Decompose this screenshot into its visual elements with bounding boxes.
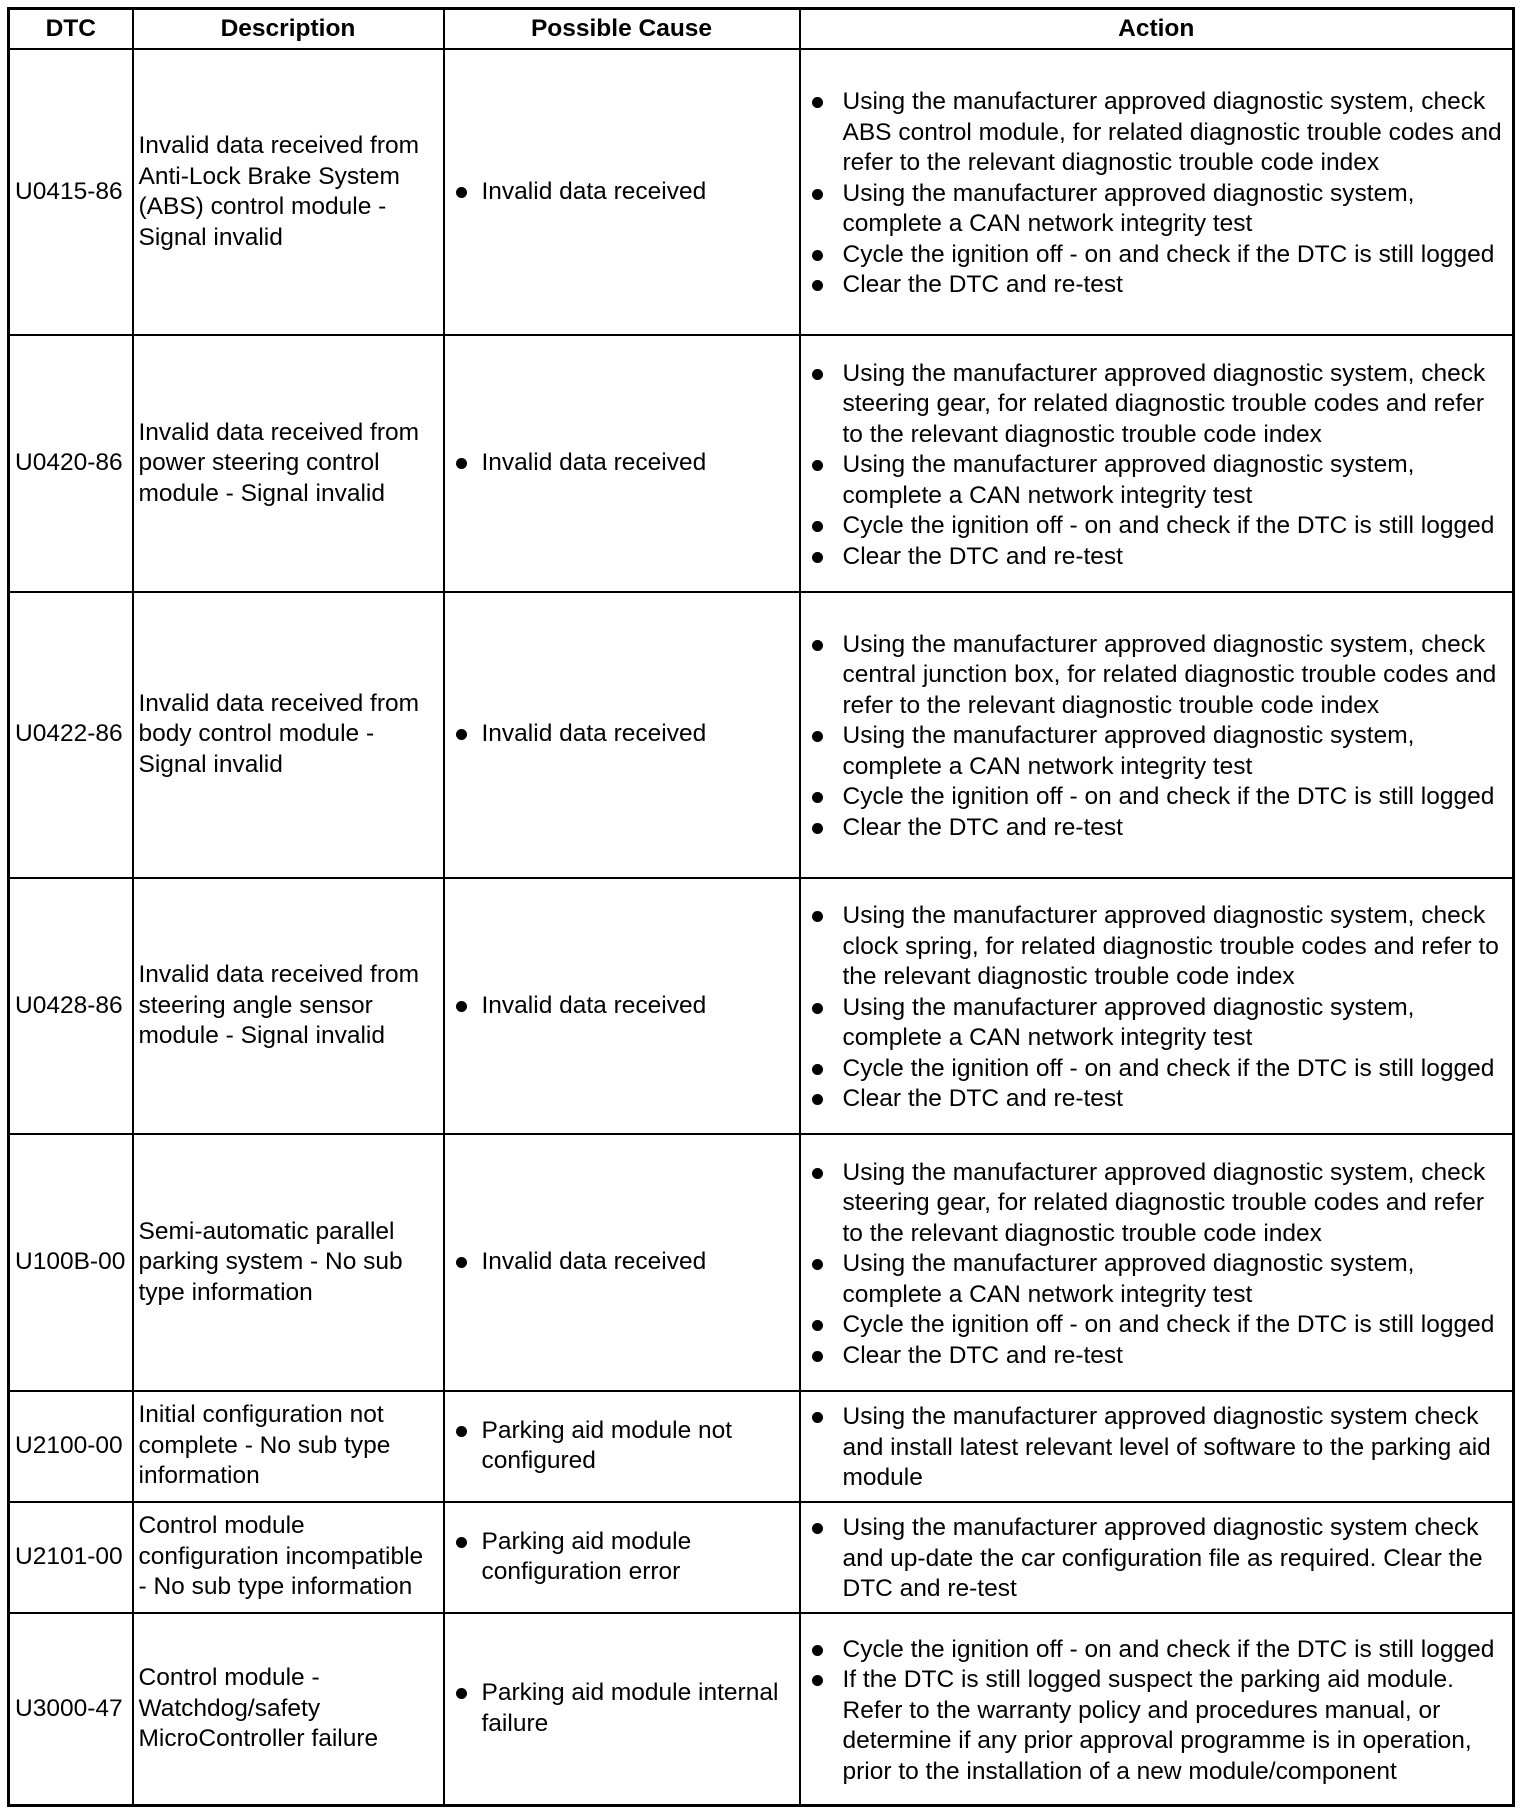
header-dtc: DTC: [9, 9, 133, 50]
possible-cause-cell: [444, 1391, 800, 1502]
action-item: Using the manufacturer approved diagnostic system, complete a CAN network integrity test: [806, 179, 1508, 240]
dtc-description: Control module - Watchdog/safety MicroController failure: [133, 1613, 444, 1806]
action-cell: [800, 1502, 1514, 1613]
table-row: [9, 878, 1514, 1134]
dtc-description: Invalid data received from body control module - Signal invalid: [133, 592, 444, 878]
possible-cause-list: [450, 1247, 794, 1278]
table-row: [9, 1613, 1514, 1806]
action-cell: [800, 878, 1514, 1134]
dtc-code: U2100-00: [9, 1391, 133, 1502]
possible-cause-cell: [444, 592, 800, 878]
action-list: [806, 897, 1508, 1115]
table-body: [9, 49, 1514, 1806]
possible-cause-item: Invalid data received: [450, 991, 794, 1022]
table-row: [9, 1134, 1514, 1390]
action-list: [806, 1631, 1508, 1788]
dtc-description: Initial configuration not complete - No sub type information: [133, 1391, 444, 1502]
dtc-code: U2101-00: [9, 1502, 133, 1613]
possible-cause-list: [450, 1416, 794, 1477]
possible-cause-cell: [444, 1613, 800, 1806]
possible-cause-item: Invalid data received: [450, 719, 794, 750]
action-item: Using the manufacturer approved diagnostic system check and up-date the car configuration file as required. Clear the DTC and re-test: [806, 1513, 1508, 1605]
possible-cause-list: [450, 991, 794, 1022]
action-item: Using the manufacturer approved diagnostic system check and install latest relevant level of software to the parking aid module: [806, 1402, 1508, 1494]
action-item: Cycle the ignition off - on and check if the DTC is still logged: [806, 782, 1508, 813]
possible-cause-list: [450, 177, 794, 208]
action-list: [806, 355, 1508, 573]
table-header: [9, 9, 1514, 50]
possible-cause-cell: [444, 878, 800, 1134]
table-row: [9, 49, 1514, 335]
possible-cause-item: Parking aid module not configured: [450, 1416, 794, 1477]
action-cell: [800, 1613, 1514, 1806]
action-item: Cycle the ignition off - on and check if the DTC is still logged: [806, 1310, 1508, 1341]
possible-cause-cell: [444, 1502, 800, 1613]
action-list: [806, 1398, 1508, 1494]
action-list: [806, 626, 1508, 844]
action-item: If the DTC is still logged suspect the parking aid module. Refer to the warranty policy and procedures manual, or determine if any prior approval programme is in operation, prior to the installation of a new module/component: [806, 1665, 1508, 1787]
possible-cause-item: Invalid data received: [450, 448, 794, 479]
dtc-description: Invalid data received from Anti-Lock Brake System (ABS) control module - Signal invalid: [133, 49, 444, 335]
possible-cause-list: [450, 719, 794, 750]
dtc-description: Semi-automatic parallel parking system - No sub type information: [133, 1134, 444, 1390]
action-item: Using the manufacturer approved diagnostic system, check steering gear, for related diagnostic trouble codes and refer to the relevant diagnostic trouble code index: [806, 359, 1508, 451]
header-possible-cause: Possible Cause: [444, 9, 800, 50]
header-row: [9, 9, 1514, 50]
dtc-code: U0428-86: [9, 878, 133, 1134]
action-cell: [800, 1134, 1514, 1390]
header-description: Description: [133, 9, 444, 50]
action-item: Cycle the ignition off - on and check if the DTC is still logged: [806, 1054, 1508, 1085]
possible-cause-cell: [444, 49, 800, 335]
dtc-code: U3000-47: [9, 1613, 133, 1806]
action-cell: [800, 592, 1514, 878]
possible-cause-cell: [444, 335, 800, 591]
dtc-description: Invalid data received from steering angle sensor module - Signal invalid: [133, 878, 444, 1134]
table-row: [9, 592, 1514, 878]
action-list: [806, 1509, 1508, 1605]
action-cell: [800, 335, 1514, 591]
dtc-code: U0415-86: [9, 49, 133, 335]
table-row: [9, 1502, 1514, 1613]
dtc-code: U0420-86: [9, 335, 133, 591]
possible-cause-list: [450, 1527, 794, 1588]
action-cell: [800, 1391, 1514, 1502]
dtc-description: Invalid data received from power steering control module - Signal invalid: [133, 335, 444, 591]
action-item: Using the manufacturer approved diagnostic system, complete a CAN network integrity test: [806, 450, 1508, 511]
table-row: [9, 335, 1514, 591]
possible-cause-item: Invalid data received: [450, 177, 794, 208]
action-item: Clear the DTC and re-test: [806, 813, 1508, 844]
action-item: Using the manufacturer approved diagnostic system, check central junction box, for related diagnostic trouble codes and refer to the relevant diagnostic trouble code index: [806, 630, 1508, 722]
dtc-description: Control module configuration incompatible - No sub type information: [133, 1502, 444, 1613]
header-action: Action: [800, 9, 1514, 50]
action-item: Cycle the ignition off - on and check if the DTC is still logged: [806, 240, 1508, 271]
action-cell: [800, 49, 1514, 335]
possible-cause-item: Parking aid module configuration error: [450, 1527, 794, 1588]
dtc-code: U100B-00: [9, 1134, 133, 1390]
possible-cause-list: [450, 448, 794, 479]
action-item: Using the manufacturer approved diagnostic system, complete a CAN network integrity test: [806, 1249, 1508, 1310]
action-list: [806, 83, 1508, 301]
possible-cause-item: Invalid data received: [450, 1247, 794, 1278]
action-item: Clear the DTC and re-test: [806, 542, 1508, 573]
possible-cause-cell: [444, 1134, 800, 1390]
action-item: Clear the DTC and re-test: [806, 270, 1508, 301]
action-item: Cycle the ignition off - on and check if the DTC is still logged: [806, 511, 1508, 542]
possible-cause-list: [450, 1678, 794, 1739]
dtc-table: [7, 7, 1515, 1807]
table-row: [9, 1391, 1514, 1502]
action-item: Using the manufacturer approved diagnostic system, check ABS control module, for related diagnostic trouble codes and refer to the relevant diagnostic trouble code index: [806, 87, 1508, 179]
action-item: Cycle the ignition off - on and check if the DTC is still logged: [806, 1635, 1508, 1666]
action-list: [806, 1154, 1508, 1372]
action-item: Using the manufacturer approved diagnostic system, complete a CAN network integrity test: [806, 721, 1508, 782]
action-item: Clear the DTC and re-test: [806, 1084, 1508, 1115]
action-item: Using the manufacturer approved diagnostic system, complete a CAN network integrity test: [806, 993, 1508, 1054]
dtc-code: U0422-86: [9, 592, 133, 878]
action-item: Clear the DTC and re-test: [806, 1341, 1508, 1372]
action-item: Using the manufacturer approved diagnostic system, check steering gear, for related diagnostic trouble codes and refer to the relevant diagnostic trouble code index: [806, 1158, 1508, 1250]
action-item: Using the manufacturer approved diagnostic system, check clock spring, for related diagnostic trouble codes and refer to the relevant diagnostic trouble code index: [806, 901, 1508, 993]
possible-cause-item: Parking aid module internal failure: [450, 1678, 794, 1739]
